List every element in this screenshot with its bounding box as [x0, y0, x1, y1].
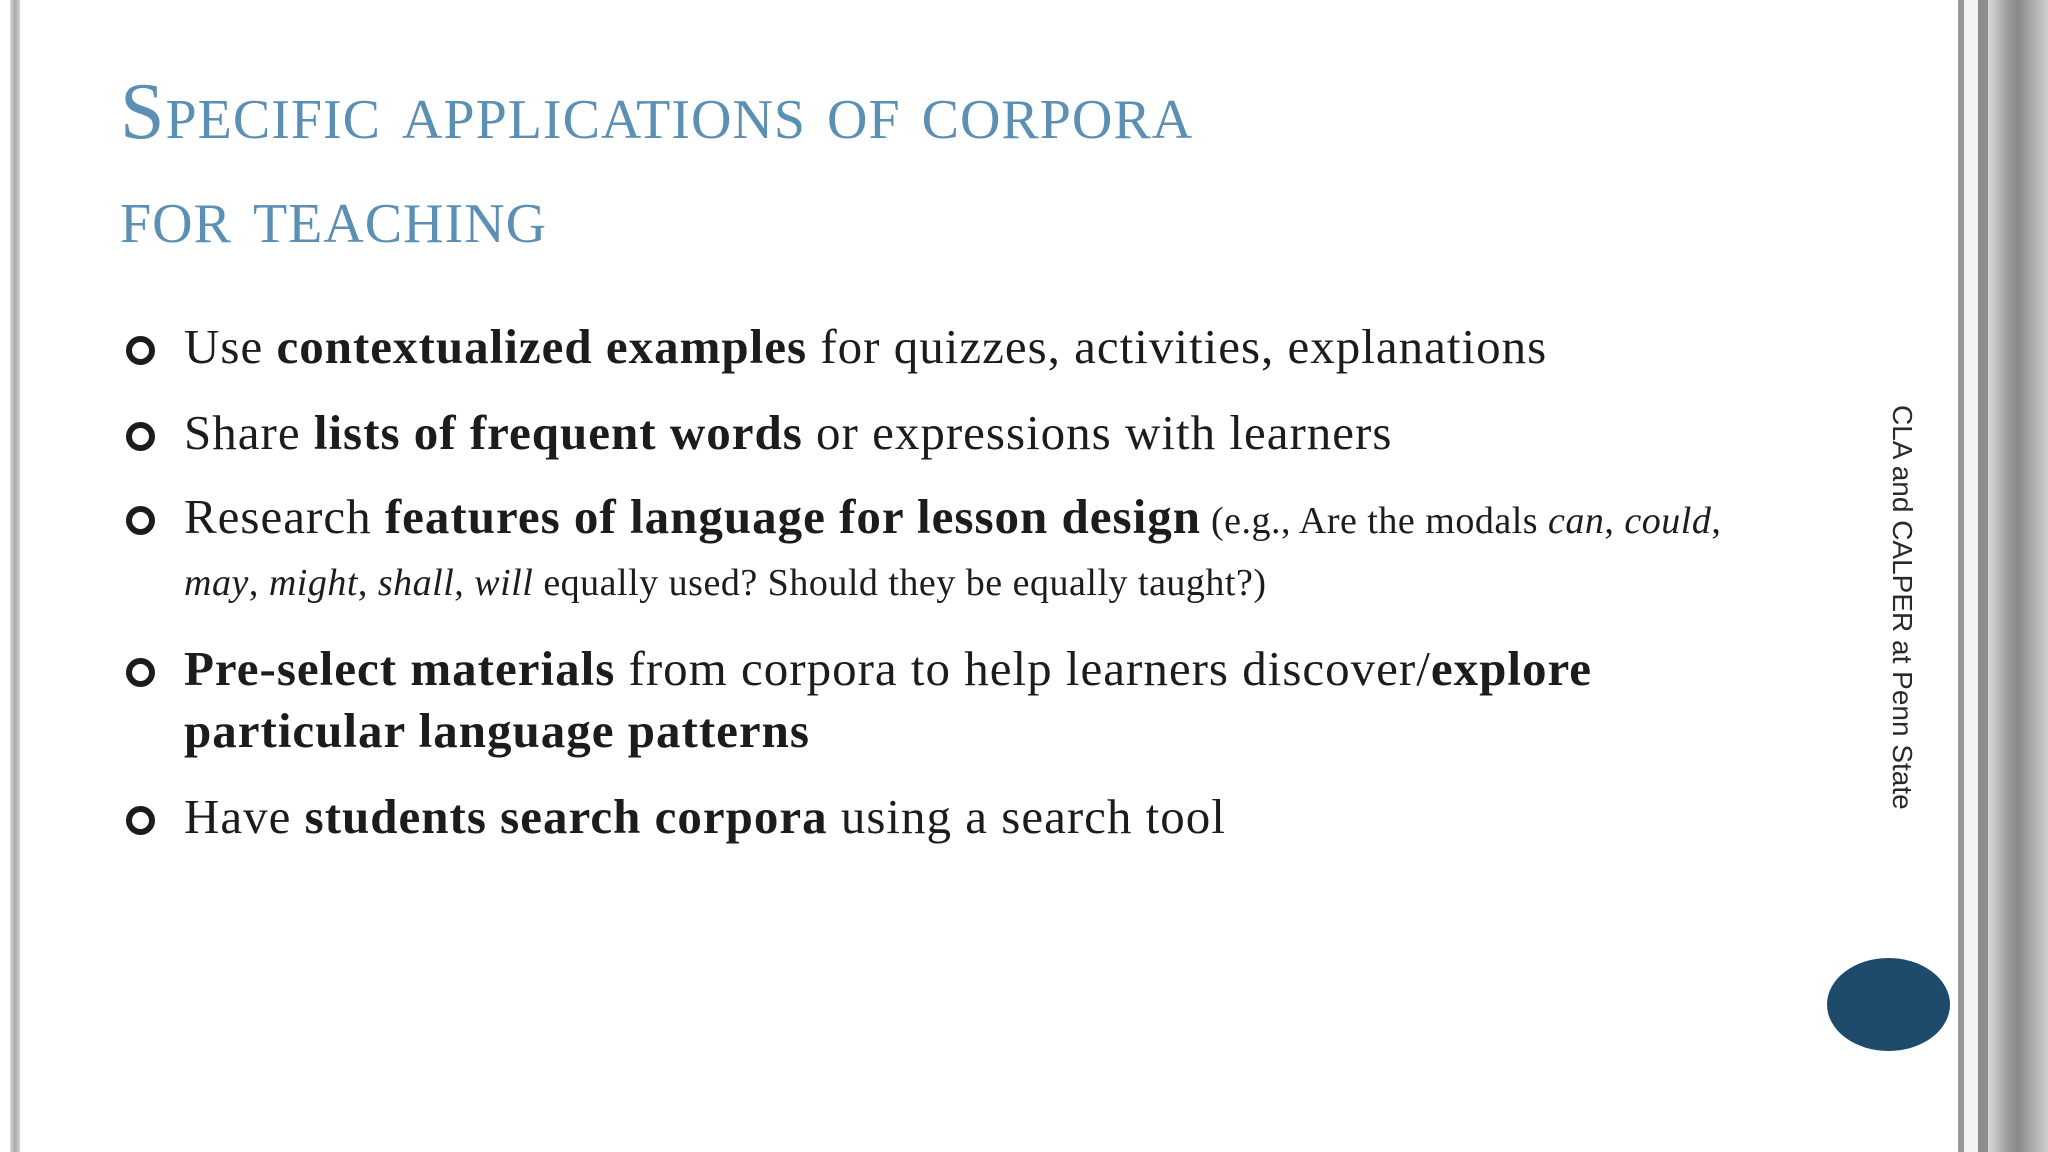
note-separator: ,: [454, 562, 475, 604]
circle-bullet-icon: [126, 422, 155, 451]
slide-title: [120, 60, 1820, 268]
right-border-bar: [1978, 0, 1988, 1152]
bullet-text-bold: contextualized examples: [276, 319, 808, 374]
circle-bullet-icon: [126, 336, 155, 365]
modal-might: might: [268, 562, 358, 604]
bullet-text-bold: students search corpora: [304, 789, 828, 844]
modal-may: may: [184, 562, 249, 604]
circle-bullet-icon: [126, 806, 155, 835]
note-separator: ,: [1604, 500, 1625, 542]
note-separator: ,: [1711, 500, 1722, 542]
left-frame-edge: [10, 0, 20, 1152]
bullet-text-plain: Research: [184, 489, 385, 544]
bullet-text-plain: Have: [184, 789, 305, 844]
bullet-list: [120, 316, 1760, 848]
circle-bullet-icon: [126, 506, 155, 535]
modal-could: could: [1624, 500, 1712, 542]
bullet-text-plain: from corpora to help learners discover/: [615, 641, 1431, 696]
bullet-item: [120, 638, 1760, 762]
bullet-text-bold: Pre-select materials: [184, 641, 616, 696]
bullet-text-plain: Use: [184, 319, 277, 374]
side-footer-label: CLA and CALPER at Penn State: [1887, 405, 1918, 810]
bullet-item: [120, 486, 1760, 610]
right-border-band: [1988, 0, 2048, 1152]
bullet-text-bold: explore particular language patterns: [184, 641, 1593, 758]
bullet-text-plain: or expressions with learners: [802, 405, 1393, 460]
modal-shall: shall: [377, 562, 455, 604]
note-text: (e.g., Are the modals: [1200, 500, 1549, 542]
bullet-text-plain: Share: [184, 405, 314, 460]
modal-can: can: [1548, 500, 1605, 542]
bullet-text-plain: for quizzes, activities, explanations: [807, 319, 1548, 374]
bullet-item: [120, 402, 1760, 464]
note-separator: ,: [357, 562, 378, 604]
bullet-item: [120, 316, 1760, 378]
bullet-text-plain: using a search tool: [827, 789, 1226, 844]
right-border-gap: [1964, 0, 1978, 1152]
bullet-text-bold: lists of frequent words: [313, 405, 803, 460]
title-line-2: for teaching: [120, 172, 548, 260]
bullet-item: [120, 786, 1760, 848]
bullet-text-bold: features of language for lesson design: [384, 489, 1201, 544]
note-separator: ,: [248, 562, 269, 604]
note-text: equally used? Should they be equally taught?): [533, 562, 1267, 604]
title-line-1: Specific applications of corpora: [120, 68, 1194, 156]
circle-bullet-icon: [126, 658, 155, 687]
modal-will: will: [474, 562, 534, 604]
slide-number-badge: [1827, 958, 1950, 1051]
